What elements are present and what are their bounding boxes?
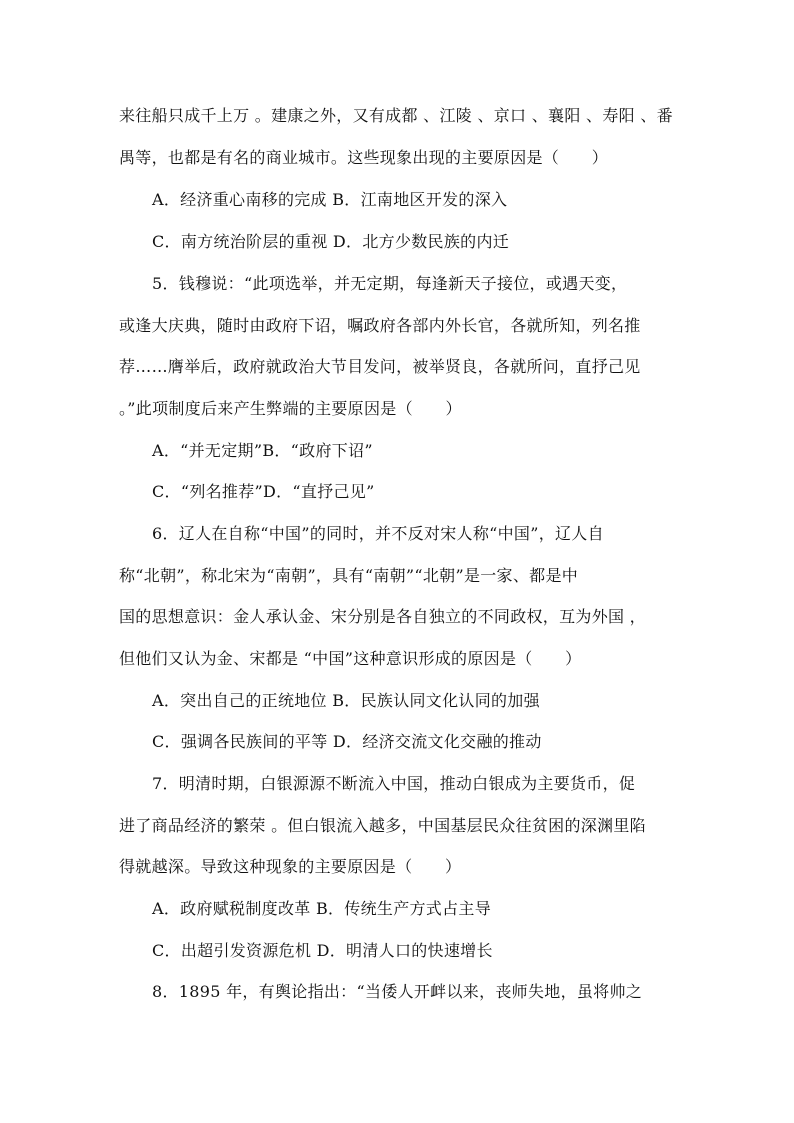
question-5-line: 5．钱穆说：“此项选举，并无定期，每逢新天子接位，或遇天变， <box>152 274 628 293</box>
text-line: 来往船只成千上万 。建康之外，又有成都 、江陵 、京口 、襄阳 、寿阳 、番 <box>119 106 673 125</box>
option-line: A．经济重心南移的完成 B．江南地区开发的深入 <box>152 190 508 209</box>
option-line: A．“并无定期”B．“政府下诏” <box>152 441 373 460</box>
text-line: 国的思想意识：金人承认金、宋分别是各自独立的不同政权，互为外国 ， <box>119 607 646 626</box>
text-line: 得就越深。导致这种现象的主要原因是（ ） <box>119 857 462 876</box>
option-line: A．政府赋税制度改革 B．传统生产方式占主导 <box>152 899 491 918</box>
text-line: 禺等，也都是有名的商业城市。这些现象出现的主要原因是（ ） <box>119 148 609 167</box>
option-line: C．南方统治阶层的重视 D．北方少数民族的内迁 <box>152 232 510 251</box>
option-line: C．出超引发资源危机 D．明清人口的快速增长 <box>152 941 493 960</box>
text-line: 但他们又认为金、宋都是 “中国”这种意识形成的原因是（ ） <box>119 649 582 668</box>
question-6-line: 6．辽人在自称“中国”的同时，并不反对宋人称“中国”，辽人自 <box>152 524 604 543</box>
question-8-line: 8．1895 年，有舆论指出：“当倭人开衅以来，丧师失地，虽将帅之 <box>152 982 643 1001</box>
option-line: A．突出自己的正统地位 B．民族认同文化认同的加强 <box>152 691 540 710</box>
option-line: C．强调各民族间的平等 D．经济交流文化交融的推动 <box>152 732 542 751</box>
text-line: 或逢大庆典，随时由政府下诏，嘱政府各部内外长官，各就所知，列名推 <box>119 316 641 335</box>
text-line: 称“北朝”，称北宋为“南朝”，具有“南朝”“北朝”是一家、都是中 <box>119 566 579 585</box>
text-line: 进了商品经济的繁荣 。但白银流入越多，中国基层民众往贫困的深渊里陷 <box>119 816 646 835</box>
text-line: 荐……膺举后，政府就政治大节目发问，被举贤良，各就所问，直抒己见 <box>119 357 641 376</box>
question-7-line: 7．明清时期，白银源源不断流入中国，推动白银成为主要货币，促 <box>152 774 636 793</box>
option-line: C．“列名推荐”D．“直抒己见” <box>152 482 375 501</box>
text-line: 。”此项制度后来产生弊端的主要原因是（ ） <box>119 399 462 418</box>
